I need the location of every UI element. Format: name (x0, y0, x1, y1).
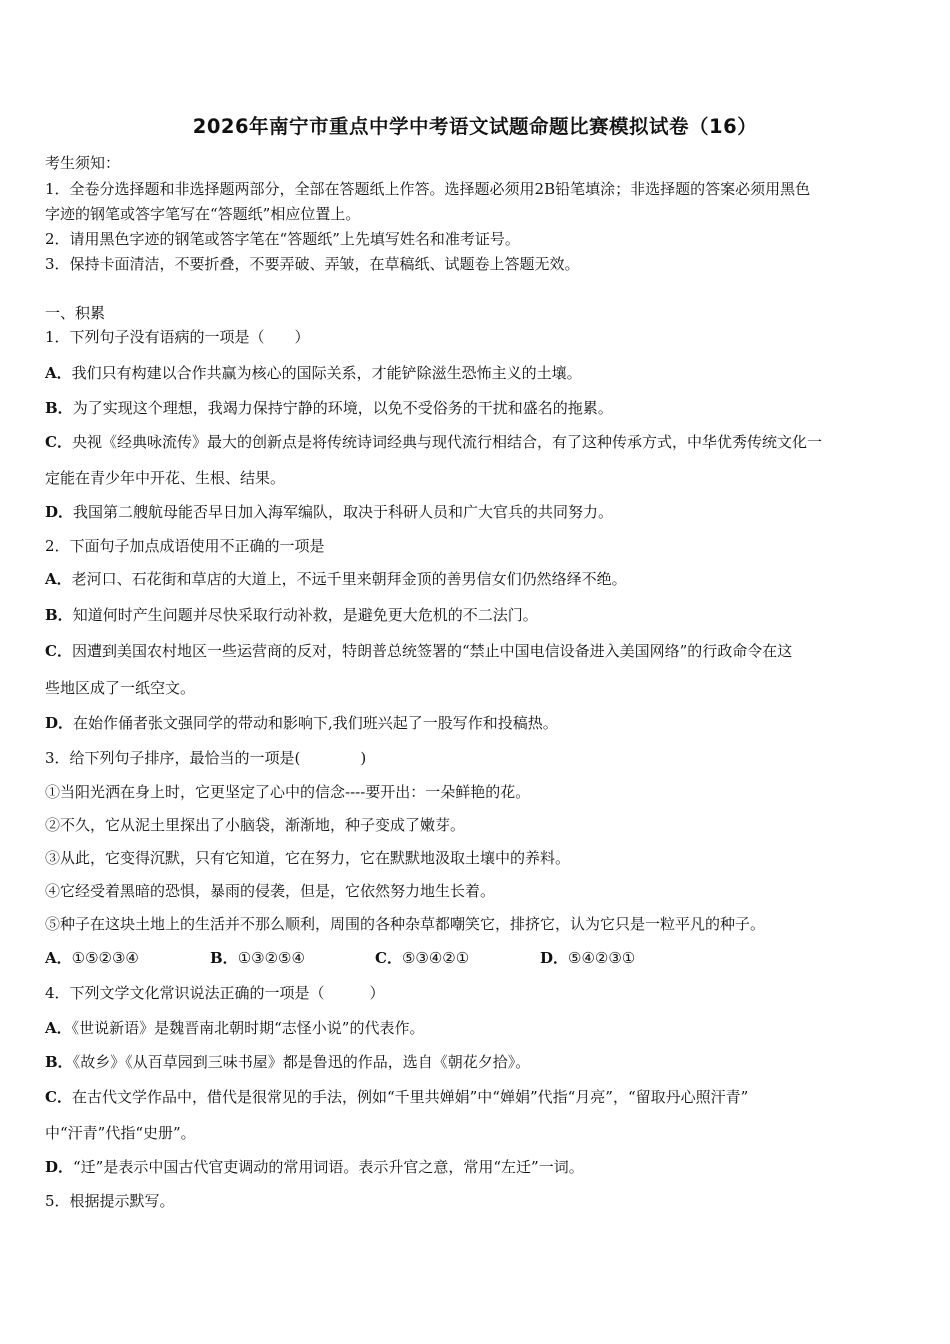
option-c-continued: 中“汗青”代指“史册”。 (45, 1124, 196, 1142)
option-label: D． (45, 503, 74, 521)
option-label: B． (45, 1053, 73, 1071)
question-text: 给下列句子排序，最恰当的一项是( ) (69, 749, 367, 767)
option-text: 老河口、石花街和草店的大道上，不远千里来朝拜金顶的善男信女们仍然络绎不绝。 (71, 570, 627, 588)
option-text: 在古代文学作品中，借代是很常见的手法，例如“千里共婵娟”中“婵娟”代指“月亮”，“留取丹心照汗青” (71, 1088, 749, 1106)
option-c-continued: 些地区成了一纸空文。 (45, 679, 196, 697)
option-c-continued: 定能在青少年中开花、生根、结果。 (45, 469, 286, 487)
sentence-item: ⑤种子在这块土地上的生活并不那么顺利，周围的各种杂草都嘲笑它，排挤它，认为它只是一粒平凡的种子。 (45, 915, 766, 933)
option-b (45, 604, 910, 625)
option-text: 《故乡》《从百草园到三味书屋》都是鲁迅的作品，选自《朝花夕拾》。 (72, 1053, 531, 1071)
section-heading: 一、积累 (45, 304, 106, 322)
page-title: 2026年南宁市重点中学中考语文试题命题比赛模拟试卷（16） (192, 115, 758, 138)
question-number: 2． (45, 537, 70, 555)
option-d (45, 712, 910, 733)
option-text: 我们只有构建以合作共赢为核心的国际关系，才能铲除滋生恐怖主义的土壤。 (71, 364, 582, 382)
option-label: A． (45, 949, 72, 967)
option-a (45, 568, 910, 589)
question-5-stem (45, 1190, 910, 1211)
question-number: 5． (45, 1192, 70, 1210)
option-d (45, 501, 910, 522)
option-text: 在始作俑者张文强同学的带动和影响下,我们班兴起了一股写作和投稿热。 (73, 714, 558, 732)
notice-heading: 考生须知： (45, 154, 121, 172)
option-text: ⑤③④②① (401, 949, 470, 967)
sentence-item: ④它经受着黑暗的恐惧，暴雨的侵袭，但是，它依然努力地生长着。 (45, 882, 496, 900)
question-number: 4． (45, 984, 70, 1002)
question-text: 根据提示默写。 (69, 1192, 175, 1210)
question-3-stem (45, 747, 910, 768)
option-text: ①③②⑤④ (237, 949, 305, 967)
question-1-stem (45, 326, 910, 347)
option-label: C． (45, 642, 72, 660)
option-d (540, 947, 705, 968)
option-label: B． (45, 606, 73, 624)
option-label: B． (210, 949, 238, 967)
notice-item: 1．全卷分选择题和非选择题两部分，全部在答题纸上作答。选择题必须用2B铅笔填涂；非选择题的答案必须用黑色 (45, 180, 811, 198)
option-c (45, 431, 910, 452)
question-number: 1． (45, 328, 70, 346)
sentence-item: ③从此，它变得沉默，只有它知道，它在努力，它在默默地汲取土壤中的养料。 (45, 849, 571, 867)
sentence-item: ①当阳光洒在身上时，它更坚定了心中的信念----要开出：一朵鲜艳的花。 (45, 783, 531, 801)
option-label: C． (375, 949, 402, 967)
option-text: “迁”是表示中国古代官吏调动的常用词语。表示升官之意，常用“左迁”一词。 (73, 1158, 584, 1176)
notice-item: 2．请用黑色字迹的钢笔或答字笔在“答题纸”上先填写姓名和准考证号。 (45, 230, 520, 248)
question-2-stem (45, 535, 910, 556)
option-b (45, 397, 910, 418)
notice-item: 字迹的钢笔或答字笔写在“答题纸”相应位置上。 (45, 205, 361, 223)
option-text: 央视《经典咏流传》最大的创新点是将传统诗词经典与现代流行相结合，有了这种传承方式，中华优秀传统文化一 (71, 433, 822, 451)
option-text: 《世说新语》是魏晋南北朝时期“志怪小说”的代表作。 (71, 1019, 425, 1037)
option-text: 知道何时产生问题并尽快采取行动补救，是避免更大危机的不二法门。 (72, 606, 538, 624)
option-label: C． (45, 1088, 72, 1106)
option-label: A． (45, 364, 72, 382)
option-a (45, 1017, 910, 1038)
sentence-item: ②不久，它从泥土里探出了小脑袋，渐渐地，种子变成了嫩芽。 (45, 816, 466, 834)
option-label: D． (45, 1158, 74, 1176)
option-c (45, 1086, 910, 1107)
question-number: 3． (45, 749, 70, 767)
notice-item: 3．保持卡面清洁，不要折叠，不要弄破、弄皱，在草稿纸、试题卷上答题无效。 (45, 255, 580, 273)
option-label: C． (45, 433, 72, 451)
option-b (210, 947, 375, 968)
option-text: ⑤④②③① (568, 949, 636, 967)
option-label: A． (45, 570, 72, 588)
option-label: D． (45, 714, 74, 732)
option-c (375, 947, 540, 968)
question-4-stem (45, 982, 910, 1003)
option-c (45, 640, 910, 661)
option-label: D． (540, 949, 569, 967)
option-d (45, 1156, 910, 1177)
option-label: A． (45, 1019, 72, 1037)
question-text: 下列句子没有语病的一项是（ ） (69, 328, 310, 346)
question-text: 下面句子加点成语使用不正确的一项是 (69, 537, 325, 555)
option-text: 因遭到美国农村地区一些运营商的反对，特朗普总统签署的“禁止中国电信设备进入美国网络”的行政命令在这 (71, 642, 793, 660)
option-a (45, 362, 910, 383)
question-3-options (45, 947, 705, 968)
option-text: 为了实现这个理想，我竭力保持宁静的环境，以免不受俗务的干扰和盛名的拖累。 (72, 399, 613, 417)
option-a (45, 947, 210, 968)
option-label: B． (45, 399, 73, 417)
option-b (45, 1051, 910, 1072)
option-text: ①⑤②③④ (71, 949, 139, 967)
option-text: 我国第二艘航母能否早日加入海军编队，取决于科研人员和广大官兵的共同努力。 (73, 503, 614, 521)
question-text: 下列文学文化常识说法正确的一项是（ ） (69, 984, 385, 1002)
